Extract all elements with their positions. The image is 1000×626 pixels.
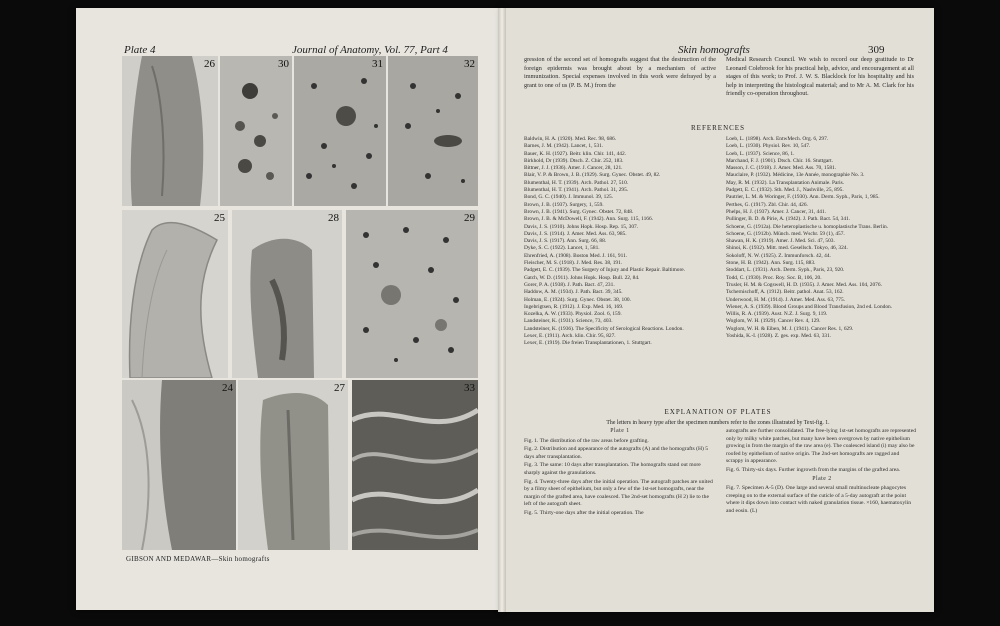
figure-number: 33 bbox=[464, 382, 475, 394]
acknowledgement-paragraph: Medical Research Council. We wish to record our deep gratitude to Dr Leonard Colebrook for his practical help, advice, and encouragement at all stages of this work; to Prof. J. W. S. Blacklock for his hospitality and his help in interpreting the histological material; and to Mr A. M. Clark for his friendly co-operation throughout. bbox=[726, 56, 914, 98]
figure-explanation: Fig. 7. Specimen A-5 (D). One large and several small multinucleate phagocytes creeping on to the external surface of the cuticle of a 5-day autograft at the point where it dips down into contact with naked granulation tissue. ×160, haematoxylin and eosin. (L) bbox=[726, 485, 912, 514]
reference-entry: Brown, J. B. (1941). Surg. Gynec. Obstet. 72, 848. bbox=[524, 208, 634, 215]
plate-label: Plate 4 bbox=[124, 44, 156, 56]
plate-caption: GIBSON AND MEDAWAR—Skin homografts bbox=[126, 555, 270, 563]
reference-entry: Stoddart, L. (1931). Arch. Derm. Syph., Paris, 23, 920. bbox=[726, 267, 845, 274]
reference-entry: Shinoi, K. (1932). Mitt. med. Gesellsch. Tokyo, 46, 324. bbox=[726, 245, 848, 252]
reference-entry: Lexer, E. (1919). Die freien Transplantationen, 1. Stuttgart. bbox=[524, 340, 652, 347]
plate-2-heading: Plate 2 bbox=[812, 475, 832, 482]
reference-entry: Phelps, H. J. (1937). Amer. J. Cancer, 31, 441. bbox=[726, 208, 826, 215]
intro-text-left bbox=[524, 56, 716, 94]
figure-explanation: Fig. 1. The distribution of the raw areas before grafting. bbox=[524, 437, 649, 444]
figure-number: 30 bbox=[278, 58, 289, 70]
explanation-note: The letters in heavy type after the specimen numbers refer to the zones illustrated by Text-fig. 1. bbox=[606, 420, 830, 426]
figure-26-micrograph bbox=[122, 56, 218, 206]
figure-number: 25 bbox=[214, 212, 225, 224]
reference-entry: Stone, H. B. (1942). Ann. Surg. 115, 883. bbox=[726, 260, 816, 267]
figure-30-micrograph bbox=[220, 56, 292, 206]
reference-entry: Loeb, L. (1937). Science, 86, 1. bbox=[726, 150, 795, 157]
reference-entry: Holman, E. (1924). Surg. Gynec. Obstet. 38, 100. bbox=[524, 296, 631, 303]
figure-explanation: Fig. 2. Distribution and appearance of the autografts (A) and the homografts (H) 5 days after transplantation. bbox=[524, 446, 709, 460]
reference-entry: Schoene, G. (1912b). Münch. med. Wschr. 59 (1), 457. bbox=[726, 230, 845, 237]
reference-entry: Gorer, P. A. (1938). J. Path. Bact. 47, 231. bbox=[524, 281, 615, 288]
left-page bbox=[76, 8, 502, 610]
references-heading: REFERENCES bbox=[691, 124, 745, 132]
figure-number: 29 bbox=[464, 212, 475, 224]
reference-entry: Brown, J. B. & McDowell, F. (1942). Ann. Surg. 115, 1166. bbox=[524, 216, 654, 223]
reference-entry: Davis, J. S. (1910). Johns Hopk. Hosp. Rep. 15, 307. bbox=[524, 223, 639, 230]
figure-32-micrograph bbox=[388, 56, 478, 206]
reference-entry: Fleischer, M. S. (1918). J. Med. Res. 38, 191. bbox=[524, 260, 623, 267]
references-left-column bbox=[524, 136, 716, 348]
figure-number: 27 bbox=[334, 382, 345, 394]
reference-entry: Wiener, A. S. (1939). Blood Groups and Blood Transfusion, 2nd ed. London. bbox=[726, 303, 893, 310]
reference-entry: Blumenthal, H. T. (1941). Arch. Pathol. 31, 295. bbox=[524, 187, 629, 194]
figure-27-micrograph bbox=[238, 380, 348, 550]
figure-24-micrograph bbox=[122, 380, 236, 550]
reference-entry: Barnes, J. M. (1942). Lancet, 1, 531. bbox=[524, 143, 604, 150]
reference-entry: Mauclaire, P. (1932). Médicine, 13e Année, monographie No. 3. bbox=[726, 172, 865, 179]
figure-number: 26 bbox=[204, 58, 215, 70]
figure-explanations-right bbox=[726, 428, 918, 517]
reference-entry: Pullinger, B. D. & Pirie, A. (1942). J. Path. Bact. 54, 341. bbox=[726, 216, 851, 223]
reference-entry: Ingebrigtsen, R. (1912). J. Exp. Med. 16, 169. bbox=[524, 303, 624, 310]
plate-1-heading: Plate 1 bbox=[610, 428, 630, 434]
figure-number: 31 bbox=[372, 58, 383, 70]
figure-25-micrograph bbox=[122, 210, 228, 378]
reference-entry: Schoene, G. (1912a). Die heteroplastische u. homoplastische Trans. Berlin. bbox=[726, 223, 888, 230]
reference-entry: Tschernischoff, A. (1912). Beitr. pathol. Anat. 53, 162. bbox=[726, 289, 844, 296]
reference-entry: Willis, R. A. (1939). Aust. N.Z. J. Surg. 9, 119. bbox=[726, 311, 828, 318]
reference-entry: Gatch, W. D. (1911). Johns Hopk. Hosp. Bull. 22, 84. bbox=[524, 274, 640, 281]
reference-entry: Birkhold, Dr (1939). Dtsch. Z. Chir. 252, 183. bbox=[524, 157, 624, 164]
references-right-column bbox=[726, 136, 918, 340]
reference-entry: Kozelka, A. W. (1933). Physiol. Zool. 6, 159. bbox=[524, 311, 622, 318]
figure-explanation: Fig. 4. Twenty-three days after the initial operation. The autograft patches are united by a filmy sheet of epithelium, but only a few of the 1st-set homografts, near the margin of the grafted area, have coalesced. The 2nd-set homografts (H 2) lie to the left of the autograft sheet. bbox=[524, 478, 713, 508]
intro-paragraph: gression of the second set of homografts suggest that the destruction of the foreign epidermis was brought about by a mechanism of active immunization. Special expenses involved in this work were defrayed by a grant to one of us (P. B. M.) from the bbox=[524, 56, 716, 89]
reference-entry: Baldwin, H. A. (1920). Med. Rec. 98, 686. bbox=[524, 136, 617, 142]
figure-explanation: Fig. 5. Thirty-one days after the initial operation. The bbox=[524, 509, 644, 516]
figure-29-micrograph bbox=[346, 210, 478, 378]
reference-entry: Padgett, E. C. (1939). The Surgery of Injury and Plastic Repair. Baltimore. bbox=[524, 267, 686, 274]
reference-entry: Blair, V. P. & Brown, J. B. (1929). Surg. Gynec. Obstet. 49, 82. bbox=[524, 172, 661, 179]
reference-entry: Sokoloff, N. W. (1925). Z. Immunforsch. 42, 44. bbox=[726, 252, 831, 259]
reference-entry: Bauer, K. H. (1927). Beitr. klin. Chir. 141, 442. bbox=[524, 150, 627, 157]
reference-entry: Woglom, W. H. (1929). Cancer Rev. 4, 129. bbox=[726, 318, 821, 325]
reference-entry: Loeb, L. (1930). Physiol. Rev. 10, 547. bbox=[726, 143, 811, 150]
reference-entry: Marchand, F. J. (1901). Dtsch. Chir. 16. Stuttgart. bbox=[726, 157, 833, 164]
page-number: 309 bbox=[868, 44, 885, 56]
reference-entry: Lexer, E. (1911). Arch. klin. Chir. 95, 827. bbox=[524, 333, 616, 340]
reference-entry: Masson, J. C. (1918). J. Amer. Med. Ass. 70, 1581. bbox=[726, 165, 837, 172]
reference-entry: Perthes, G. (1917). Zbl. Chir. 44, 426. bbox=[726, 201, 808, 208]
figure-explanation: Fig. 6. Thirty-six days. Further ingrowth from the margins of the grafted area. bbox=[726, 466, 901, 473]
reference-entry: Padgett, E. C. (1932). Sth. Med. J., Nashville, 25, 895. bbox=[726, 187, 844, 194]
reference-entry: Todd, C. (1930). Proc. Roy. Soc. B, 106, 20. bbox=[726, 274, 822, 281]
figure-28-micrograph bbox=[232, 210, 342, 378]
reference-entry: Haddow, A. M. (1934). J. Path. Bact. 39, 345. bbox=[524, 289, 623, 296]
figure-explanation: autografts are further consolidated. The free-lying 1st-set homografts are represented only by milky white patches, but many have been overgrown by native epithelium growing in from the margin of the raw area (e). The coalesced island (i) may also be roofed by epithelium of native origin. The 2nd-set homografts are ragged and scrappy in appearance. bbox=[726, 428, 917, 465]
reference-entry: Bond, G. C. (1940). J. Immunol. 39, 125. bbox=[524, 194, 614, 201]
reference-entry: Blumenthal, H. T. (1939). Arch. Pathol. 27, 510. bbox=[524, 179, 629, 186]
right-page bbox=[502, 8, 934, 612]
intro-text-right bbox=[726, 56, 914, 103]
reference-entry: Ehrenfried, A. (1908). Boston Med. J. 161, 911. bbox=[524, 252, 628, 259]
reference-entry: Loeb, L. (1898). Arch. EntwMech. Org. 6, 297. bbox=[726, 136, 829, 142]
figure-explanations-left bbox=[524, 428, 716, 519]
explanation-heading: EXPLANATION OF PLATES bbox=[664, 408, 772, 416]
figure-31-micrograph bbox=[294, 56, 386, 206]
reference-entry: Landsteiner, K. (1936). The Specificity of Serological Reactions. London. bbox=[524, 325, 684, 332]
reference-entry: Woglom, W. H. & Eiben, M. J. (1941). Cancer Res. 1, 629. bbox=[726, 325, 854, 332]
reference-entry: Yoshida, K.-I. (1928). Z. ges. exp. Med. 63, 331. bbox=[726, 333, 832, 340]
reference-entry: Trusler, H. M. & Cogswell, H. D. (1935). J. Amer. Med. Ass. 104, 2076. bbox=[726, 281, 882, 288]
reference-entry: Pautrier, L. M. & Woringer, F. (1930). Ann. Derm. Syph., Paris, 1, 985. bbox=[726, 194, 880, 201]
figure-number: 32 bbox=[464, 58, 475, 70]
running-title: Skin homografts bbox=[678, 44, 750, 56]
reference-entry: Shawan, H. K. (1919). Amer. J. Med. Sci. 47, 503. bbox=[726, 238, 835, 245]
reference-entry: Landsteiner, K. (1931). Science, 73, 403. bbox=[524, 318, 613, 325]
figure-number: 24 bbox=[222, 382, 233, 394]
figure-number: 28 bbox=[328, 212, 339, 224]
reference-entry: Davis, J. S. (1914). J. Amer. Med. Ass. 63, 985. bbox=[524, 230, 627, 237]
reference-entry: Dyke, S. C. (1922). Lancet, 1, 581. bbox=[524, 245, 600, 252]
figure-explanation: Fig. 3. The same: 10 days after transplantation. The homografts stand out more sharply against the granulations. bbox=[524, 462, 701, 476]
reference-entry: Davis, J. S. (1917). Ann. Surg. 66, 88. bbox=[524, 238, 607, 245]
reference-entry: May, R. M. (1932). La Transplantation Animale. Paris. bbox=[726, 179, 845, 186]
reference-entry: Brown, J. B. (1937). Surgery, 1, 559. bbox=[524, 201, 604, 208]
figure-33-micrograph bbox=[352, 380, 478, 550]
reference-entry: Bittner, J. J. (1936). Amer. J. Cancer, 28, 121. bbox=[524, 165, 623, 172]
journal-label: Journal of Anatomy, Vol. 77, Part 4 bbox=[292, 44, 448, 56]
reference-entry: Underwood, H. M. (1914). J. Amer. Med. Ass. 63, 775. bbox=[726, 296, 846, 303]
book-gutter bbox=[498, 8, 506, 612]
